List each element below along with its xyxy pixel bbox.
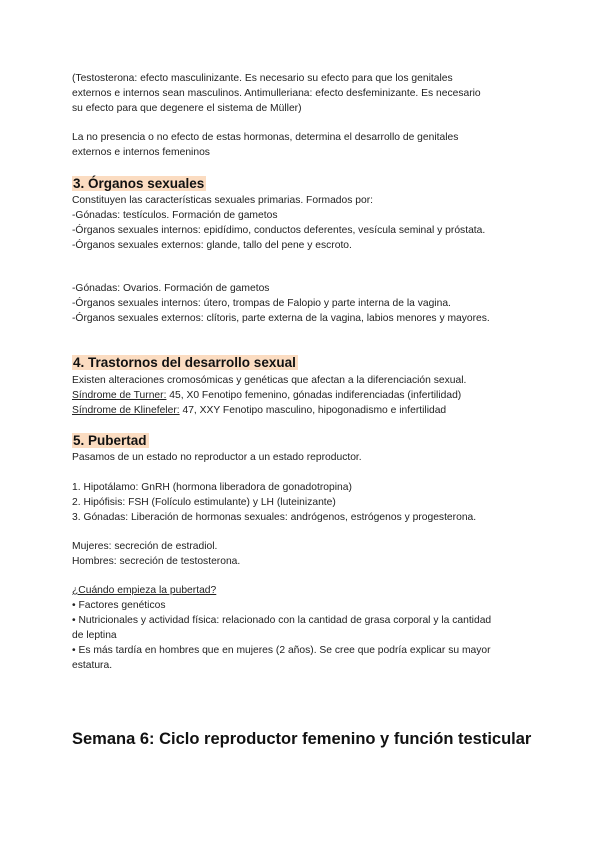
text-line: -Gónadas: testículos. Formación de gametos xyxy=(72,210,278,221)
text-line: • Factores genéticos xyxy=(72,600,166,611)
text-line: -Órganos sexuales internos: epidídimo, conductos deferentes, vesícula seminal y próstata. xyxy=(72,225,486,236)
text-line: 1. Hipotálamo: GnRH (hormona liberadora de gonadotropina) xyxy=(72,482,352,493)
turner-label: Síndrome de Turner: xyxy=(72,390,167,401)
text-line: Mujeres: secreción de estradiol. xyxy=(72,541,218,552)
text-line: Pasamos de un estado no reproductor a un estado reproductor. xyxy=(72,452,362,463)
section-4-heading: 4. Trastornos del desarrollo sexual xyxy=(73,355,296,370)
text-line: -Órganos sexuales externos: glande, tallo del pene y escroto. xyxy=(72,240,352,251)
text-line: Hombres: secreción de testosterona. xyxy=(72,556,241,567)
puberty-factors xyxy=(72,583,532,673)
text-line: -Órganos sexuales externos: clítoris, parte externa de la vagina, labios menores y mayores. xyxy=(72,313,490,324)
text-line: • Es más tardía en hombres que en mujeres (2 años). Se cree que podría explicar su mayor xyxy=(72,645,491,656)
klinefelter-line xyxy=(72,403,532,418)
disorders-paragraph xyxy=(72,373,532,418)
male-organs-list xyxy=(72,193,532,253)
text-line: La no presencia o no efecto de estas hormonas, determina el desarrollo de genitales xyxy=(72,132,459,143)
text-line: externos e internos femeninos xyxy=(72,147,210,158)
question-line: ¿Cuándo empieza la pubertad? xyxy=(72,585,217,596)
text-line: • Nutricionales y actividad física: relacionado con la cantidad de grasa corporal y la cantidad xyxy=(72,615,492,626)
text-line: estatura. xyxy=(72,660,113,671)
week-title: Semana 6: Ciclo reproductor femenino y función testicular xyxy=(72,730,532,748)
text-line: -Órganos sexuales internos: útero, trompas de Falopio y parte interna de la vagina. xyxy=(72,298,451,309)
intro-paragraph xyxy=(72,71,532,116)
text-line: externos e internos sean masculinos. Antimulleriana: efecto desfeminizante. Es necesario xyxy=(72,88,481,99)
hormone-steps xyxy=(72,480,532,525)
secretion-list xyxy=(72,539,532,569)
text-line: -Gónadas: Ovarios. Formación de gametos xyxy=(72,283,270,294)
note-paragraph xyxy=(72,130,532,160)
text-line: de leptina xyxy=(72,630,117,641)
text-line: (Testosterona: efecto masculinizante. Es necesario su efecto para que los genitales xyxy=(72,73,453,84)
text-line: 2. Hipófisis: FSH (Folículo estimulante) y LH (luteinizante) xyxy=(72,497,336,508)
klinefelter-label: Síndrome de Klinefeler: xyxy=(72,405,180,416)
klinefelter-text: 47, XXY Fenotipo masculino, hipogonadismo e infertilidad xyxy=(179,405,447,416)
puberty-intro xyxy=(72,450,532,465)
text-line: 3. Gónadas: Liberación de hormonas sexuales: andrógenos, estrógenos y progesterona. xyxy=(72,512,477,523)
text-line: Constituyen las características sexuales primarias. Formados por: xyxy=(72,195,374,206)
section-3-heading: 3. Órganos sexuales xyxy=(73,176,205,191)
section-5-heading: 5. Pubertad xyxy=(73,433,147,448)
turner-text: 45, X0 Fenotipo femenino, gónadas indiferenciadas (infertilidad) xyxy=(166,390,462,401)
female-organs-list xyxy=(72,281,532,326)
text-line: su efecto para que degenere el sistema de Müller) xyxy=(72,103,302,114)
text-line: Existen alteraciones cromosómicas y genéticas que afectan a la diferenciación sexual. xyxy=(72,375,467,386)
turner-line xyxy=(72,388,532,403)
